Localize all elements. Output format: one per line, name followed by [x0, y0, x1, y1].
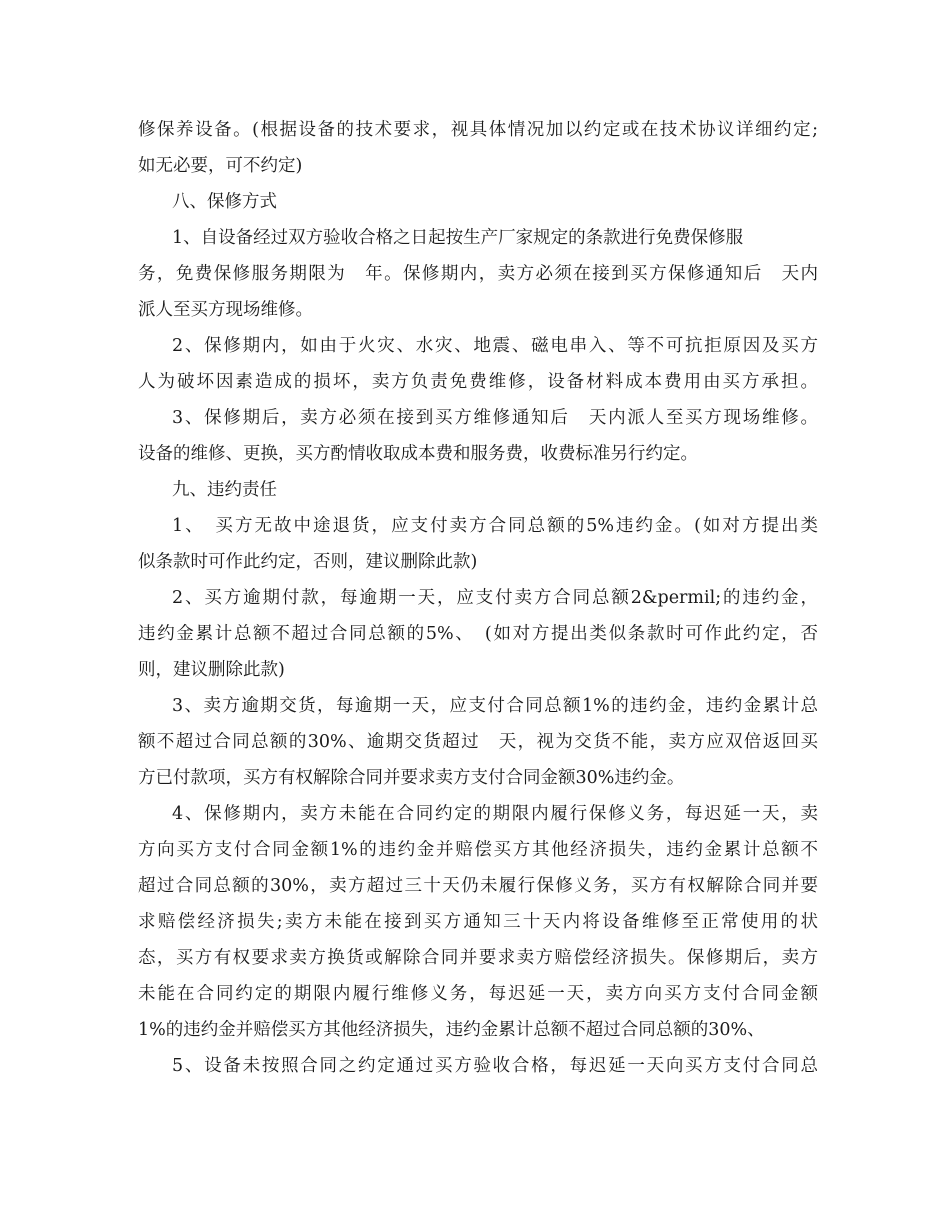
text-line: 未能在合同约定的期限内履行维修义务，每迟延一天，卖方向买方支付合同金额	[138, 984, 818, 1004]
text-line: 设备的维修、更换，买方酌情收取成本费和服务费，收费标准另行约定。	[138, 444, 698, 464]
text-line: 额不超过合同总额的30%、逾期交货超过 天，视为交货不能，卖方应双倍返回买	[138, 732, 818, 752]
text-line: 派人至买方现场维修。	[138, 300, 313, 320]
text-line: 修保养设备。(根据设备的技术要求，视具体情况加以约定或在技术协议详细约定;	[138, 120, 818, 140]
text-line: 则，建议删除此款)	[138, 660, 285, 680]
text-line: 方向买方支付合同金额1%的违约金并赔偿买方其他经济损失，违约金累计总额不	[138, 840, 818, 860]
text-line: 似条款时可作此约定，否则，建议删除此款)	[138, 552, 478, 572]
text-line: 务，免费保修服务期限为 年。保修期内，卖方必须在接到买方保修通知后 天内	[138, 264, 818, 284]
text-line: 2、保修期内，如由于火灾、水灾、地震、磁电串入、等不可抗拒原因及买方	[172, 336, 818, 356]
text-line: 4、保修期内，卖方未能在合同约定的期限内履行保修义务，每迟延一天，卖	[172, 804, 818, 824]
text-line: 求赔偿经济损失;卖方未能在接到买方通知三十天内将设备维修至正常使用的状	[138, 912, 818, 932]
text-line: 如无必要，可不约定)	[138, 156, 303, 176]
document-body	[138, 112, 818, 1084]
text-line: 3、保修期后，卖方必须在接到买方维修通知后 天内派人至买方现场维修。	[172, 408, 818, 428]
text-line: 2、买方逾期付款，每逾期一天，应支付卖方合同总额2&permil;的违约金，	[172, 588, 818, 608]
text-line: 1、 买方无故中途退货，应支付卖方合同总额的5%违约金。(如对方提出类	[172, 516, 818, 536]
text-line: 八、保修方式	[172, 192, 277, 212]
text-line: 九、违约责任	[172, 480, 277, 500]
text-line: 人为破坏因素造成的损坏，卖方负责免费维修，设备材料成本费用由买方承担。	[138, 372, 818, 392]
text-line: 态，买方有权要求卖方换货或解除合同并要求卖方赔偿经济损失。保修期后，卖方	[138, 948, 818, 968]
text-line: 方已付款项，买方有权解除合同并要求卖方支付合同金额30%违约金。	[138, 768, 685, 788]
text-line: 违约金累计总额不超过合同总额的5%、 (如对方提出类似条款时可作此约定，否	[138, 624, 818, 644]
text-line: 5、设备未按照合同之约定通过买方验收合格，每迟延一天向买方支付合同总	[172, 1056, 818, 1076]
text-line: 3、卖方逾期交货，每逾期一天，应支付合同总额1%的违约金，违约金累计总	[172, 696, 818, 716]
text-line: 1%的违约金并赔偿买方其他经济损失，违约金累计总额不超过合同总额的30%、	[138, 1020, 765, 1040]
text-line: 1、自设备经过双方验收合格之日起按生产厂家规定的条款进行免费保修服	[172, 228, 744, 248]
text-line: 超过合同总额的30%，卖方超过三十天仍未履行保修义务，买方有权解除合同并要	[138, 876, 818, 896]
